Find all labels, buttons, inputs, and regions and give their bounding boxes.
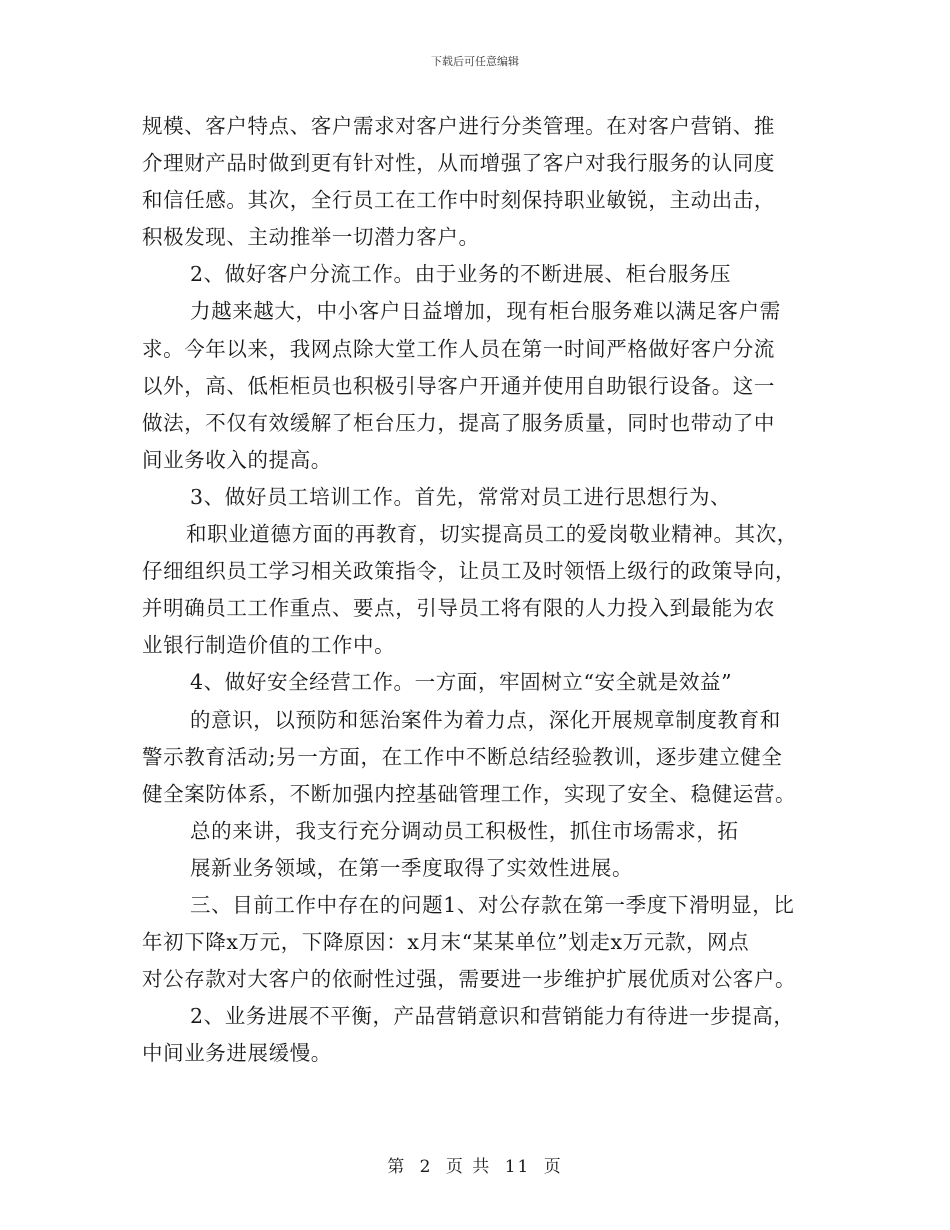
body-line: 规模、客户特点、客户需求对客户进行分类管理。在对客户营销、推 [142,114,775,138]
page-footer [0,1152,950,1177]
document-body [142,108,822,1072]
paragraph-heading-4: 4、做好安全经营工作。一方面，牢固树立“安全就是效益” [190,670,733,695]
summary-line: 展新业务领域，在第一季度取得了实效性进展。 [190,855,634,880]
body-line: 求。今年以来，我网点除大堂工作人员在第一时间严格做好客户分流 [142,336,775,361]
body-line: 对公存款对大客户的依耐性过强，需要进一步维护扩展优质对公客户。 [142,967,797,992]
body-line: 以外，高、低柜柜员也积极引导客户开通并使用自助银行设备。这一 [142,373,775,398]
body-line: 积极发现、主动推举一切潜力客户。 [142,225,480,250]
current-page-number: 2 [419,1157,433,1177]
body-line: 的意识，以预防和惩治案件为着力点，深化开展规章制度教育和 [190,707,781,732]
body-line: 警示教育活动;另一方面，在工作中不断总结经验教训，逐步建立健全 [142,744,783,769]
body-line: 仔细组织员工学习相关政策指令，让员工及时领悟上级行的政策导向， [142,559,797,584]
body-line: 并明确员工工作重点、要点，引导员工将有限的人力投入到最能为农 [142,596,775,621]
paragraph-heading-2: 2、做好客户分流工作。由于业务的不断进展、柜台服务压 [190,262,732,287]
section-heading-3: 三、目前工作中存在的问题1、对公存款在第一季度下滑明显，比 [190,892,795,917]
page-header: 下载后可任意编辑 [431,55,519,68]
total-page-count: 11 [504,1157,531,1177]
body-line: 中间业务进展缓慢。 [142,1041,332,1066]
body-line: 业银行制造价值的工作中。 [142,633,396,658]
body-line: 健全案防体系，不断加强内控基础管理工作，实现了安全、稳健运营。 [142,781,797,806]
paragraph-heading-2b: 2、业务进展不平衡，产品营销意识和营销能力有待进一步提高， [190,1004,795,1029]
footer-suffix: 页 [543,1157,563,1177]
footer-middle: 页 共 [445,1157,492,1177]
body-line: 介理财产品时做到更有针对性，从而增强了客户对我行服务的认同度 [142,151,775,176]
paragraph-heading-3: 3、做好员工培训工作。首先，常常对员工进行思想行为、 [190,484,732,509]
body-line: 力越来越大，中小客户日益增加，现有柜台服务难以满足客户需 [190,299,781,324]
body-line: 间业务收入的提高。 [142,447,332,472]
body-line: 和信任感。其次，全行员工在工作中时刻保持职业敏锐，主动出击， [142,188,775,213]
body-line: 年初下降x万元，下降原因：x月末“某某单位”划走x万元款，网点 [142,930,750,955]
body-line: 做法，不仅有效缓解了柜台压力，提高了服务质量，同时也带动了中 [142,410,775,435]
summary-line: 总的来讲，我支行充分调动员工积极性，抓住市场需求，拓 [190,818,739,843]
body-line: 和职业道德方面的再教育，切实提高员工的爱岗敬业精神。其次， [186,522,798,547]
footer-prefix: 第 [387,1157,407,1177]
